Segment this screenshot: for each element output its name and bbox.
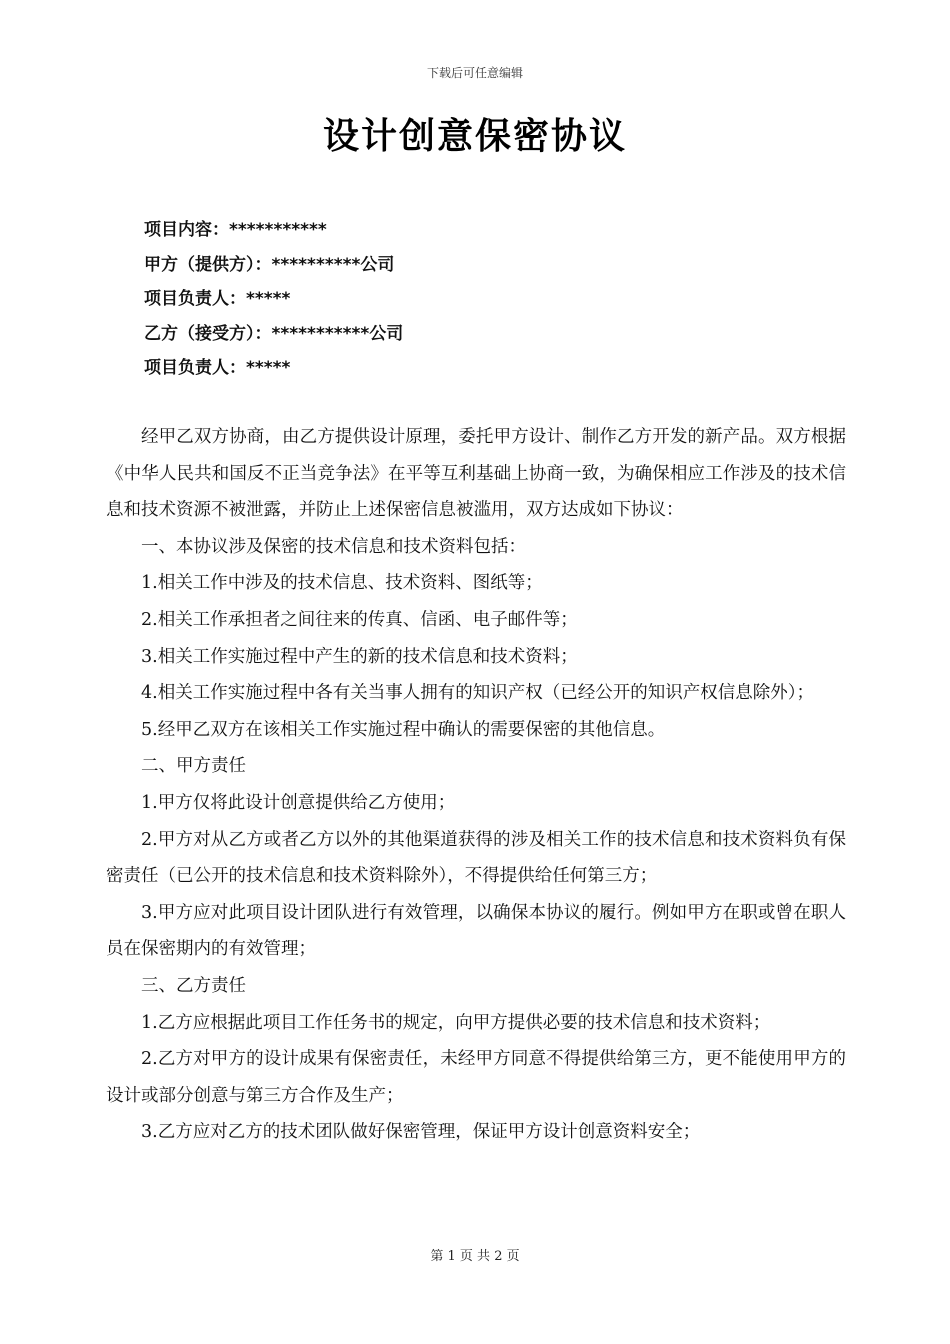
section-3-item: 3.乙方应对乙方的技术团队做好保密管理，保证甲方设计创意资料安全； bbox=[141, 1122, 701, 1143]
party-b-line: 乙方（接受方）：***********公司 bbox=[144, 323, 404, 344]
section-2-item: 3.甲方应对此项目设计团队进行有效管理，以确保本协议的履行。例如甲方在职或曾在职人员在保密期内的有效管理； bbox=[106, 902, 846, 960]
party-a-line: 甲方（提供方）：**********公司 bbox=[144, 254, 395, 275]
section-2-item: 2.甲方对从乙方或者乙方以外的其他渠道获得的涉及相关工作的技术信息和技术资料负有保密责任（已公开的技术信息和技术资料除外），不得提供给任何第三方； bbox=[106, 829, 846, 887]
project-info-block bbox=[144, 213, 403, 386]
section-3-item: 2.乙方对甲方的设计成果有保密责任，未经甲方同意不得提供给第三方，更不能使用甲方的设计或部分创意与第三方合作及生产； bbox=[106, 1049, 846, 1106]
project-content-line: 项目内容：*********** bbox=[144, 220, 327, 240]
section-1-item: 2.相关工作承担者之间往来的传真、信函、电子邮件等； bbox=[141, 609, 578, 630]
header-note: 下载后可任意编辑 bbox=[426, 66, 523, 80]
section-1-item: 1.相关工作中涉及的技术信息、技术资料、图纸等； bbox=[141, 573, 543, 594]
intro-paragraph: 经甲乙双方协商，由乙方提供设计原理，委托甲方设计、制作乙方开发的新产品。双方根据《中华人民共和国反不正当竞争法》在平等互利基础上协商一致，为确保相应工作涉及的技术信息和技术资源不被泄露，并防止上述保密信息被滥用，双方达成如下协议： bbox=[106, 427, 846, 521]
document-title: 设计创意保密协议 bbox=[322, 116, 627, 157]
page-number: 第 1 页 共 2 页 bbox=[430, 1249, 520, 1264]
section-3-heading: 三、乙方责任 bbox=[141, 975, 246, 996]
section-2-item: 1.甲方仅将此设计创意提供给乙方使用； bbox=[141, 792, 456, 813]
party-a-manager-line: 项目负责人：***** bbox=[144, 289, 291, 309]
section-1-heading: 一、本协议涉及保密的技术信息和技术资料包括： bbox=[141, 536, 526, 557]
section-3-item: 1.乙方应根据此项目工作任务书的规定，向甲方提供必要的技术信息和技术资料； bbox=[141, 1012, 771, 1033]
party-b-manager-line: 项目负责人：***** bbox=[144, 358, 291, 378]
section-1-item: 3.相关工作实施过程中产生的新的技术信息和技术资料； bbox=[141, 646, 578, 667]
section-1-item: 4.相关工作实施过程中各有关当事人拥有的知识产权（已经公开的知识产权信息除外）； bbox=[141, 683, 814, 704]
section-2-heading: 二、甲方责任 bbox=[141, 756, 246, 777]
section-1-item: 5.经甲乙双方在该相关工作实施过程中确认的需要保密的其他信息。 bbox=[141, 719, 666, 740]
agreement-body bbox=[106, 419, 846, 1151]
